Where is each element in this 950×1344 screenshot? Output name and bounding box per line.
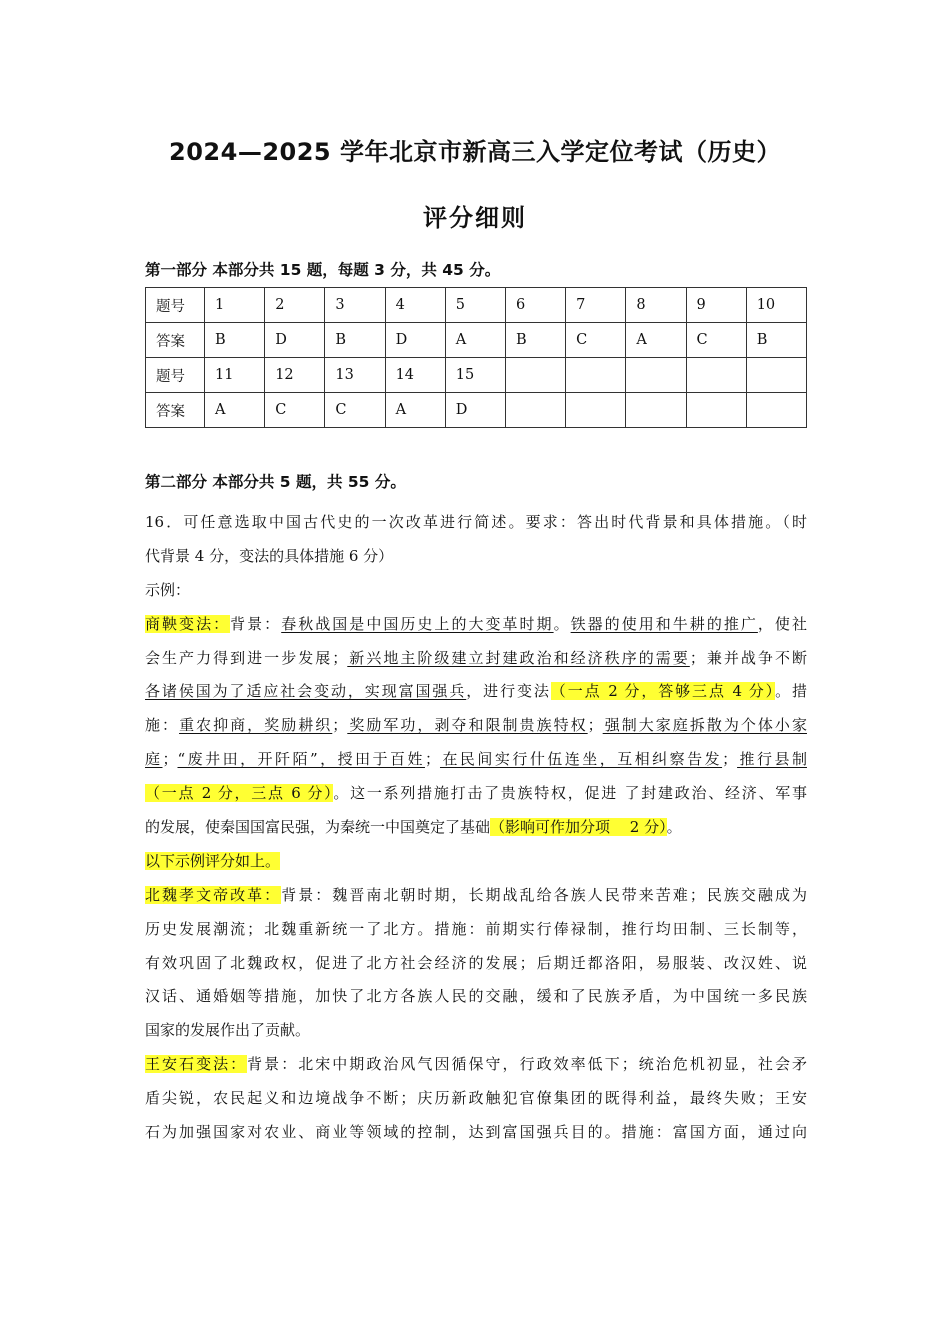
table-cell: C xyxy=(686,323,746,358)
table-cell: 6 xyxy=(505,288,565,323)
table-cell: C xyxy=(325,393,385,428)
table-cell: 7 xyxy=(566,288,626,323)
text-segment: 背景： xyxy=(230,614,282,633)
table-cell xyxy=(686,393,746,428)
text-line xyxy=(145,1082,807,1116)
text-line xyxy=(145,879,807,913)
table-row xyxy=(146,393,807,428)
table-cell xyxy=(746,393,806,428)
table-cell: B xyxy=(325,323,385,358)
text-segment: 国家的发展作出了贡献。 xyxy=(145,1021,311,1040)
table-cell xyxy=(566,358,626,393)
underlined-text: 推行县制 xyxy=(737,750,807,769)
table-cell xyxy=(746,358,806,393)
table-cell xyxy=(686,358,746,393)
underlined-text: “废井田，开阡陌”，授田于百姓 xyxy=(177,750,425,769)
part2-heading: 第二部分 本部分共 5 题，共 55 分。 xyxy=(145,473,406,491)
table-cell: 1 xyxy=(205,288,265,323)
highlighted-text: 王安石变法： xyxy=(145,1055,248,1074)
underlined-text: 春秋战国是中国历史上的大变革时期 xyxy=(281,614,554,633)
answer-table xyxy=(145,287,807,428)
table-cell: 11 xyxy=(205,358,265,393)
document-subtitle: 评分细则 xyxy=(423,204,527,232)
underlined-text: 奖励军功，剥夺和限制贵族特权 xyxy=(347,716,588,735)
table-cell xyxy=(505,358,565,393)
table-cell: B xyxy=(746,323,806,358)
text-segment: 。措 xyxy=(775,682,807,701)
text-segment: 背景：北宋中期政治风气因循保守，行政效率低下；统治危机初显，社会矛 xyxy=(247,1055,807,1074)
table-row-header: 题号 xyxy=(146,358,205,393)
text-line xyxy=(145,777,807,811)
text-segment: 石为加强国家对农业、商业等领域的控制，达到富国强兵目的。措施：富国方面，通过向 xyxy=(145,1123,807,1142)
table-cell: A xyxy=(445,323,505,358)
table-cell: B xyxy=(505,323,565,358)
highlighted-text: 北魏孝文帝改革： xyxy=(145,885,282,904)
text-segment: 施： xyxy=(145,716,180,735)
table-cell: 10 xyxy=(746,288,806,323)
text-segment: ，进行变法 xyxy=(466,682,551,701)
underlined-text: 各诸侯国为了适应社会变动，实现富国强兵 xyxy=(145,682,467,701)
table-row-header: 答案 xyxy=(146,323,205,358)
text-line xyxy=(145,980,807,1014)
table-cell xyxy=(566,393,626,428)
highlighted-text: 以下示例评分如上。 xyxy=(145,851,281,870)
table-cell: 5 xyxy=(445,288,505,323)
text-line xyxy=(145,947,807,981)
text-segment: 会生产力得到进一步发展； xyxy=(145,648,348,667)
scoring-text xyxy=(145,506,807,1150)
text-segment: 汉话、通婚姻等措施，加快了北方各族人民的交融，缓和了民族矛盾，为中国统一多民族 xyxy=(145,987,807,1006)
text-segment: 。这一系列措施打击了贵族特权，促进 了封建政治、经济、军事 xyxy=(333,784,807,803)
document-title: 2024—2025 学年北京市新高三入学定位考试（历史） xyxy=(169,138,781,166)
text-segment: ； xyxy=(424,750,440,769)
text-segment: 示例： xyxy=(145,580,191,599)
text-segment: 。 xyxy=(666,818,682,837)
text-line xyxy=(145,913,807,947)
text-segment: 盾尖锐，农民起义和边境战争不断；庆历新政触犯官僚集团的既得利益，最终失败；王安 xyxy=(145,1089,807,1108)
text-line xyxy=(145,845,807,879)
table-cell: 3 xyxy=(325,288,385,323)
text-line xyxy=(145,574,807,608)
text-segment: ； xyxy=(332,716,348,735)
highlighted-text: （一点 2 分，三点 6 分） xyxy=(145,784,334,803)
text-segment: ； xyxy=(587,716,603,735)
underlined-text: 强制大家庭拆散为个体小家 xyxy=(602,716,807,735)
underlined-text: 在民间实行什伍连坐，互相纠察告发 xyxy=(439,750,723,769)
table-cell: D xyxy=(385,323,445,358)
text-segment: 历史发展潮流；北魏重新统一了北方。措施：前期实行俸禄制，推行均田制、三长制等， xyxy=(145,919,807,938)
text-line xyxy=(145,608,807,642)
highlighted-text: （影响可作加分项 2 分） xyxy=(490,818,667,837)
text-segment: 16．可任意选取中国古代史的一次改革进行简述。要求：答出时代背景和具体措施。（时 xyxy=(145,513,807,531)
text-segment: ； xyxy=(162,750,178,769)
table-cell xyxy=(626,393,686,428)
text-segment: ，使社 xyxy=(757,614,807,633)
table-cell: B xyxy=(205,323,265,358)
table-cell: D xyxy=(265,323,325,358)
table-row xyxy=(146,288,807,323)
table-cell: 15 xyxy=(445,358,505,393)
table-cell: C xyxy=(566,323,626,358)
table-cell xyxy=(626,358,686,393)
text-segment: 有效巩固了北魏政权，促进了北方社会经济的发展；后期迁都洛阳，易服装、改汉姓、说 xyxy=(145,953,807,972)
text-segment: 代背景 4 分，变法的具体措施 6 分） xyxy=(145,546,394,565)
highlighted-text: 商鞅变法： xyxy=(145,614,231,633)
table-row-header: 答案 xyxy=(146,393,205,428)
text-line xyxy=(145,709,807,743)
text-line xyxy=(145,540,807,574)
table-cell: D xyxy=(445,393,505,428)
table-cell: 12 xyxy=(265,358,325,393)
text-line xyxy=(145,506,807,540)
text-line xyxy=(145,642,807,676)
underlined-text: 重农抑商，奖励耕织 xyxy=(179,716,333,735)
text-line xyxy=(145,1116,807,1150)
table-cell: 8 xyxy=(626,288,686,323)
underlined-text: 新兴地主阶级建立封建政治和经济秩序的需要 xyxy=(347,648,690,667)
text-segment: 背景：魏晋南北朝时期，长期战乱给各族人民带来苦难；民族交融成为 xyxy=(281,885,807,904)
table-cell: 4 xyxy=(385,288,445,323)
table-row-header: 题号 xyxy=(146,288,205,323)
table-cell: A xyxy=(385,393,445,428)
table-cell: A xyxy=(205,393,265,428)
text-segment: 的发展，使秦国国富民强，为秦统一中国奠定了基础 xyxy=(145,818,491,837)
text-line xyxy=(145,1048,807,1082)
text-segment: 。 xyxy=(553,614,571,633)
underlined-text: 铁器的使用和牛耕的推广 xyxy=(570,614,758,633)
table-cell: C xyxy=(265,393,325,428)
text-line xyxy=(145,743,807,777)
table-cell: 2 xyxy=(265,288,325,323)
table-cell: 14 xyxy=(385,358,445,393)
table-cell xyxy=(505,393,565,428)
underlined-text: 庭 xyxy=(145,750,163,769)
table-cell: A xyxy=(626,323,686,358)
text-segment: ； xyxy=(722,750,738,769)
text-line xyxy=(145,1014,807,1048)
table-row xyxy=(146,358,807,393)
part1-heading: 第一部分 本部分共 15 题，每题 3 分，共 45 分。 xyxy=(145,261,501,279)
highlighted-text: （一点 2 分，答够三点 4 分） xyxy=(550,682,776,701)
table-row xyxy=(146,323,807,358)
text-segment: ；兼并战争不断 xyxy=(689,648,807,667)
text-line xyxy=(145,675,807,709)
table-cell: 13 xyxy=(325,358,385,393)
table-cell: 9 xyxy=(686,288,746,323)
text-line xyxy=(145,811,807,845)
